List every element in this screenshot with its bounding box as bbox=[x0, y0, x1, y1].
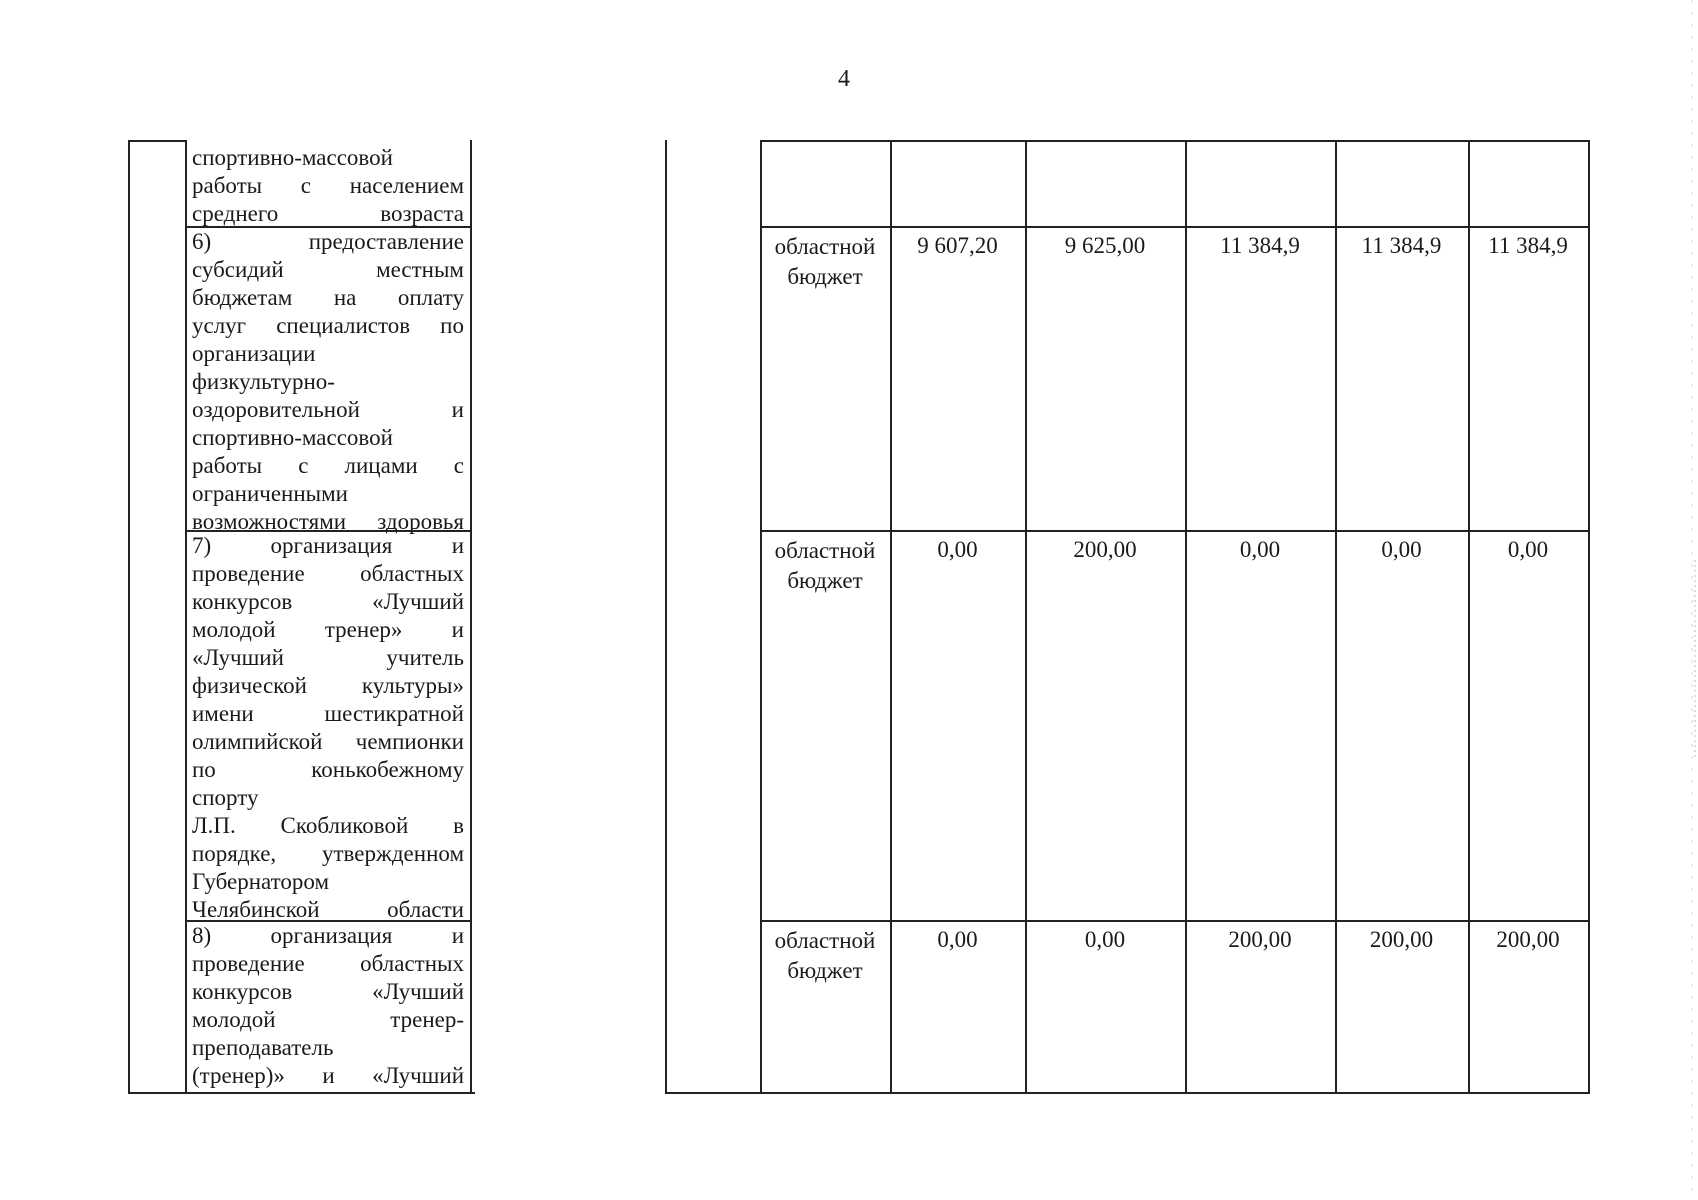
row-description-line: оздоровительной и bbox=[192, 397, 464, 422]
table-top-border bbox=[760, 140, 1590, 142]
table-top-border bbox=[128, 140, 185, 142]
table-row-border bbox=[760, 920, 1590, 922]
row-description-line: Л.П. Скобликовой в bbox=[192, 813, 464, 838]
budget-value: 200,00 bbox=[1073, 537, 1137, 562]
table-column-border bbox=[665, 140, 667, 1092]
row-description-line: по конькобежному bbox=[192, 757, 464, 782]
row-description-line: среднего возраста bbox=[192, 201, 464, 226]
budget-value: 200,00 bbox=[1228, 927, 1292, 952]
row-description-line: конкурсов «Лучший bbox=[192, 979, 464, 1004]
budget-value: 9 625,00 bbox=[1064, 233, 1146, 258]
row-description-line: услуг специалистов по bbox=[192, 313, 464, 338]
row-description-line: проведение областных bbox=[192, 951, 464, 976]
budget-value: 0,00 bbox=[1381, 537, 1422, 562]
row-description-line: олимпийской чемпионки bbox=[192, 729, 464, 754]
row-description-line: спортивно-массовой bbox=[192, 145, 393, 170]
row-description-line: спорту bbox=[192, 785, 259, 810]
row-description bbox=[192, 922, 464, 1090]
row-description-line: работы с лицами с bbox=[192, 453, 464, 478]
row-description-line: «Лучший учитель bbox=[192, 645, 464, 670]
row-description bbox=[192, 532, 464, 924]
funding-source: областной бюджет bbox=[774, 234, 876, 289]
row-description-line: физкультурно- bbox=[192, 369, 335, 394]
table-column-border bbox=[1185, 140, 1187, 1092]
budget-value: 11 384,9 bbox=[1220, 233, 1300, 258]
row-description-line: преподаватель bbox=[192, 1035, 334, 1060]
row-description-line: 7) организация и bbox=[192, 533, 464, 558]
table-column-border bbox=[890, 140, 892, 1092]
row-description-line: ограниченными bbox=[192, 481, 348, 506]
row-description-line: возможностями здоровья bbox=[192, 509, 464, 534]
row-description-line: (тренер)» и «Лучший bbox=[192, 1063, 464, 1088]
table-column-border bbox=[1335, 140, 1337, 1092]
budget-value: 0,00 bbox=[1084, 927, 1126, 952]
row-description-line: имени шестикратной bbox=[192, 701, 464, 726]
budget-value: 11 384,9 bbox=[1488, 233, 1568, 258]
funding-source: областной бюджет bbox=[774, 538, 876, 593]
table-bottom-border bbox=[128, 1092, 475, 1094]
budget-value: 200,00 bbox=[1369, 927, 1434, 952]
table-column-border bbox=[128, 140, 130, 1092]
scan-edge-artifact bbox=[1680, 0, 1698, 1200]
page-number: 4 bbox=[838, 66, 850, 92]
budget-value: 0,00 bbox=[1239, 537, 1281, 562]
row-description bbox=[192, 228, 464, 536]
row-description-line: физической культуры» bbox=[192, 673, 464, 698]
row-description-line: молодой тренер» и bbox=[192, 617, 464, 642]
row-description-line: субсидий местным bbox=[192, 257, 464, 282]
row-description-line: бюджетам на оплату bbox=[192, 285, 464, 310]
table-bottom-border bbox=[665, 1092, 1590, 1094]
table-column-border bbox=[470, 140, 472, 1092]
row-description-line: 8) организация и bbox=[192, 923, 464, 948]
row-description bbox=[192, 144, 464, 228]
table-column-border bbox=[1588, 140, 1590, 1092]
row-description-line: организации bbox=[192, 341, 316, 366]
row-description-line: конкурсов «Лучший bbox=[192, 589, 464, 614]
budget-value: 11 384,9 bbox=[1361, 233, 1442, 258]
row-description-line: молодой тренер- bbox=[192, 1007, 464, 1032]
budget-value: 0,00 bbox=[937, 927, 978, 952]
budget-value: 9 607,20 bbox=[917, 233, 998, 258]
table-column-border bbox=[760, 140, 762, 1092]
budget-value: 200,00 bbox=[1496, 927, 1560, 952]
funding-source: областной бюджет bbox=[774, 928, 876, 983]
row-description-line: проведение областных bbox=[192, 561, 464, 586]
table-column-border bbox=[1025, 140, 1027, 1092]
row-description-line: Челябинской области bbox=[192, 897, 464, 922]
row-description-line: спортивно-массовой bbox=[192, 425, 393, 450]
row-description-line: порядке, утвержденном bbox=[192, 841, 464, 866]
table-column-border bbox=[185, 140, 187, 1092]
table-row-border bbox=[760, 226, 1590, 228]
budget-value: 0,00 bbox=[937, 537, 978, 562]
row-description-line: работы с населением bbox=[192, 173, 464, 198]
row-description-line: 6) предоставление bbox=[192, 229, 464, 254]
table-column-border bbox=[1468, 140, 1470, 1092]
row-description-line: Губернатором bbox=[192, 869, 330, 894]
budget-value: 0,00 bbox=[1507, 537, 1549, 562]
table-row-border bbox=[760, 530, 1590, 532]
